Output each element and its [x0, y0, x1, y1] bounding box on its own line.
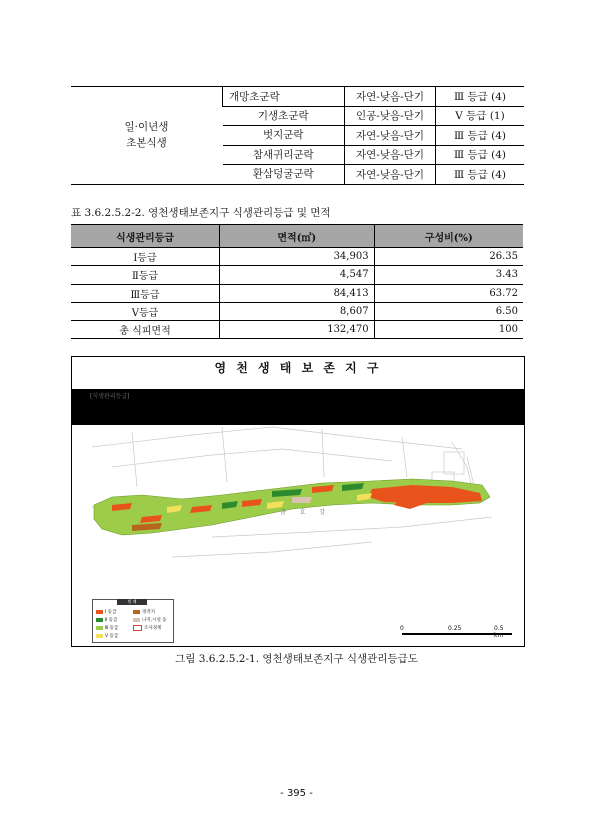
- table-row: [71, 87, 524, 107]
- vegetation-type-table: [71, 86, 524, 185]
- community-type: 자연-낮음-단기: [345, 126, 436, 146]
- community-name: 환삼덩굴군락: [223, 165, 345, 185]
- legend-swatch: [133, 625, 142, 631]
- ratio-cell: 3.43: [374, 266, 523, 284]
- page-number: - 395 -: [280, 788, 313, 799]
- community-type: 인공-낮음-단기: [345, 106, 436, 126]
- column-header: 식생관리등급: [71, 225, 220, 248]
- legend-swatch: [96, 610, 103, 614]
- legend-title: 범 례: [117, 599, 147, 605]
- legend-item: [133, 617, 167, 623]
- grade-area-table: [71, 224, 523, 339]
- community-name: 벗지군락: [223, 126, 345, 146]
- legend-item: [96, 617, 117, 623]
- legend-label: Ⅴ 등급: [105, 634, 119, 639]
- legend-item: [133, 625, 161, 631]
- legend-label: 조사경계: [144, 626, 162, 631]
- grade-cell: Ⅲ등급: [71, 284, 220, 302]
- community-grade: Ⅲ 등급 (4): [436, 126, 525, 146]
- map-band-label: [식생관리등급]: [90, 393, 130, 400]
- grade-cell: 총 식피면적: [71, 321, 220, 339]
- legend-swatch: [96, 626, 103, 630]
- area-cell: 4,547: [220, 266, 375, 284]
- table-caption: 표 3.6.2.5.2-2. 영천생태보존지구 식생관리등급 및 면적: [71, 207, 331, 219]
- ratio-cell: 6.50: [374, 302, 523, 320]
- legend-swatch: [96, 634, 103, 638]
- table-row: [71, 302, 523, 320]
- river-label: 금 호 강: [280, 509, 332, 516]
- vegetation-grade-map: [71, 356, 525, 647]
- area-cell: 84,413: [220, 284, 375, 302]
- community-type: 자연-낮음-단기: [345, 145, 436, 165]
- legend-label: 나지,시설 등: [142, 618, 167, 623]
- legend-item: [133, 609, 155, 615]
- map-legend: [92, 599, 174, 643]
- scale-label: 0.25: [448, 625, 462, 632]
- legend-item: [96, 625, 118, 631]
- grade-cell: Ⅱ등급: [71, 266, 220, 284]
- community-type: 자연-낮음-단기: [345, 87, 436, 107]
- scale-bar: [402, 625, 514, 637]
- community-grade: Ⅲ 등급 (4): [436, 87, 525, 107]
- legend-swatch: [96, 618, 103, 622]
- scale-label: 0: [400, 625, 404, 632]
- table-row: [71, 248, 523, 266]
- legend-label: Ⅲ 등급: [105, 626, 119, 631]
- legend-label: Ⅰ 등급: [105, 610, 117, 615]
- legend-item: [96, 633, 118, 639]
- grade-cell: Ⅴ등급: [71, 302, 220, 320]
- legend-label: Ⅱ 등급: [105, 618, 118, 623]
- column-header: 면적(㎡): [220, 225, 375, 248]
- legend-swatch: [133, 618, 140, 622]
- community-grade: Ⅴ 등급 (1): [436, 106, 525, 126]
- bare-area: [292, 497, 312, 503]
- community-name: 개망초군락: [223, 87, 345, 107]
- figure-caption: 그림 3.6.2.5.2-1. 영천생태보존지구 식생관리등급도: [175, 653, 418, 665]
- community-name: 참새귀리군락: [223, 145, 345, 165]
- legend-label: 경작지: [142, 610, 156, 615]
- ratio-cell: 63.72: [374, 284, 523, 302]
- table-row: [71, 321, 523, 339]
- community-type: 자연-낮음-단기: [345, 165, 436, 185]
- table-row: [71, 266, 523, 284]
- column-header: 구성비(%): [374, 225, 523, 248]
- group-label: 일·이년생 초본식생: [124, 121, 169, 150]
- area-cell: 132,470: [220, 321, 375, 339]
- grade-cell: Ⅰ등급: [71, 248, 220, 266]
- legend-item: [96, 609, 116, 615]
- scale-label: 0.5 km: [494, 625, 504, 639]
- group-label-cell: [71, 87, 223, 185]
- area-cell: 8,607: [220, 302, 375, 320]
- ratio-cell: 26.35: [374, 248, 523, 266]
- ratio-cell: 100: [374, 321, 523, 339]
- area-cell: 34,903: [220, 248, 375, 266]
- map-title: 영 천 생 태 보 존 지 구: [214, 361, 382, 375]
- legend-swatch: [133, 610, 140, 614]
- table-header-row: [71, 225, 523, 248]
- community-grade: Ⅲ 등급 (4): [436, 145, 525, 165]
- community-grade: Ⅲ 등급 (4): [436, 165, 525, 185]
- table-row: [71, 284, 523, 302]
- community-name: 기생초군락: [223, 106, 345, 126]
